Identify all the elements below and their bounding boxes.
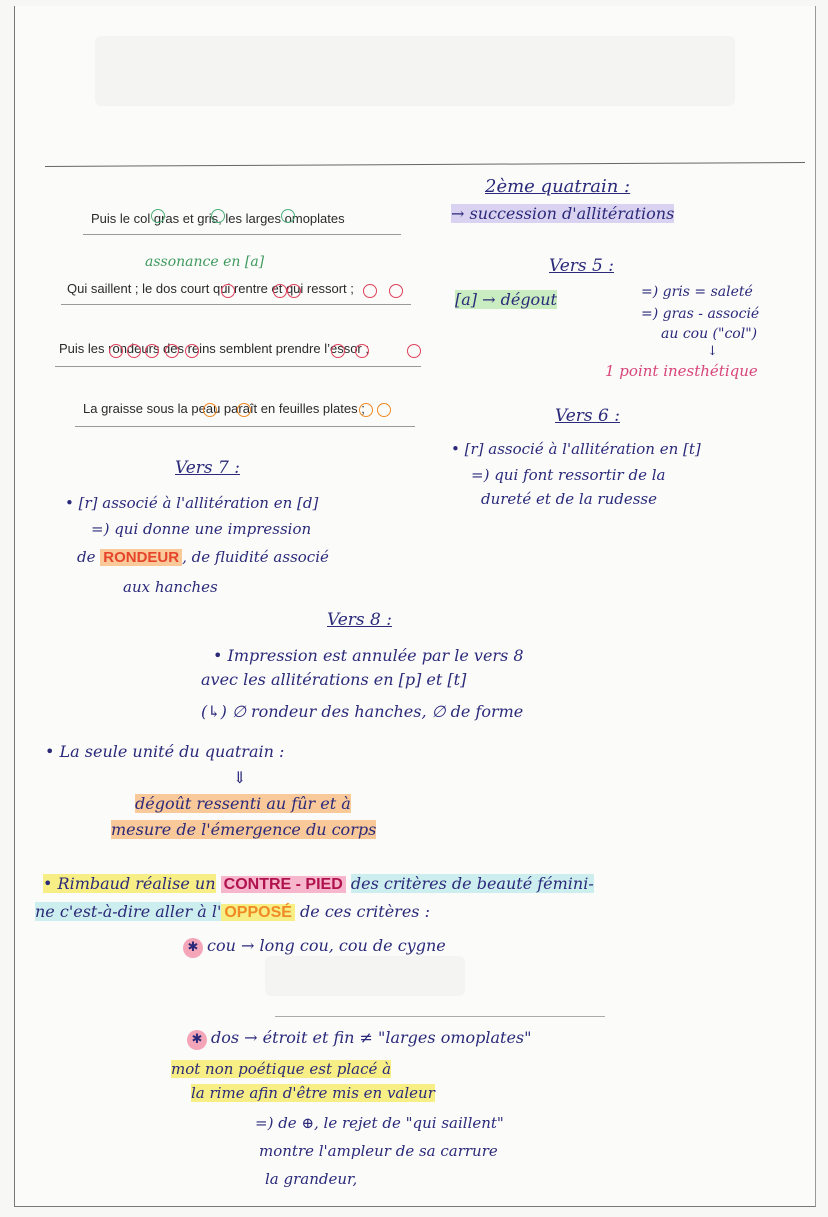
- circle-mark: [281, 209, 295, 223]
- rimbaud-plus-2: montre l'ampleur de sa carrure: [259, 1142, 498, 1160]
- poem-line-4: La graisse sous la peau paraît en feuilles plates ;: [83, 401, 365, 416]
- top-rule: [45, 162, 805, 167]
- circle-mark: [211, 209, 225, 223]
- unite-line-3: [111, 820, 376, 839]
- vers6-line-2: =) qui font ressortir de la: [471, 466, 666, 484]
- rimbaud-line-1-post: des critères de beauté fémini-: [350, 874, 594, 893]
- rimbaud-cou-text: cou → long cou, cou de cygne: [207, 936, 446, 955]
- circle-mark: [127, 344, 141, 358]
- rimbaud-mot-1-text: mot non poétique est placé à: [171, 1060, 392, 1078]
- vers8-line-3: (↳) ∅ rondeur des hanches, ∅ de forme: [201, 702, 524, 721]
- circle-mark: [151, 209, 165, 223]
- vers5-heading: Vers 5 :: [549, 256, 614, 276]
- circle-mark: [389, 284, 403, 298]
- vers7-line-2: =) qui donne une impression: [91, 520, 312, 538]
- vers7-line-4: aux hanches: [123, 578, 218, 596]
- poem-note-assonance: assonance en [a]: [145, 254, 265, 270]
- vers5-arrow: ↓: [707, 344, 718, 359]
- oppose-mark: OPPOSÉ: [221, 904, 295, 921]
- rimbaud-mot-1: [171, 1060, 391, 1078]
- circle-mark: [109, 344, 123, 358]
- circle-mark: [377, 403, 391, 417]
- circle-mark: [355, 344, 369, 358]
- circle-mark: [203, 403, 217, 417]
- rimbaud-line-1-pre: • Rimbaud réalise un: [43, 874, 216, 893]
- poem-underline-1: [83, 234, 401, 235]
- unite-line-2-text: dégoût ressenti au fûr et à: [135, 794, 351, 813]
- poem-underline-2: [61, 304, 411, 305]
- vers7-line-1: • [r] associé à l'allitération en [d]: [65, 494, 319, 512]
- circle-mark: [287, 284, 301, 298]
- vers6-line-3: dureté et de la rudesse: [481, 490, 657, 508]
- vers7-line-3-post: , de fluidité associé: [182, 548, 329, 566]
- poem-line-2: Qui saillent ; le dos court qui rentre et qui ressort ;: [67, 281, 354, 296]
- rimbaud-line-2: [35, 902, 430, 922]
- vers8-heading: Vers 8 :: [327, 610, 392, 630]
- bleed-through: [95, 36, 735, 106]
- vers7-line-3: [77, 548, 329, 566]
- vers5-result: [605, 362, 758, 380]
- bleed-through: [265, 956, 465, 996]
- rimbaud-dos: [187, 1028, 532, 1050]
- vers8-line-1: • Impression est annulée par le vers 8: [213, 646, 524, 665]
- right-subtitle: [451, 204, 674, 223]
- asterisk-icon: ✱: [183, 938, 203, 958]
- vers5-result-text: 1 point inesthétique: [605, 362, 758, 380]
- rimbaud-mot-2: [191, 1084, 435, 1102]
- unite-line-1-text: • La seule unité du quatrain :: [45, 742, 285, 761]
- vers7-heading: Vers 7 :: [175, 458, 240, 478]
- circle-mark: [331, 344, 345, 358]
- unite-line-1: [45, 742, 284, 761]
- rimbaud-cou: [183, 936, 446, 958]
- circle-mark: [165, 344, 179, 358]
- circle-mark: [359, 403, 373, 417]
- bottom-rule: [275, 1016, 605, 1017]
- rimbaud-mot-2-text: la rime afin d'être mis en valeur: [191, 1084, 435, 1102]
- notebook-page: [14, 6, 816, 1207]
- vers5-detail-1: =) gris = saleté: [641, 284, 753, 300]
- unite-line-2: [135, 794, 351, 813]
- contre-pied-mark: CONTRE - PIED: [221, 876, 346, 893]
- rondeur-mark: RONDEUR: [100, 549, 182, 566]
- vers5-detail-2: =) gras - associé: [641, 306, 760, 322]
- poem-line-1: Puis le col gras et gris, les larges omoplates: [91, 211, 345, 226]
- vers6-line-1: • [r] associé à l'allitération en [t]: [451, 440, 701, 458]
- vers5-bullet-text: [a] → dégout: [455, 290, 557, 309]
- asterisk-icon: ✱: [187, 1030, 207, 1050]
- circle-mark: [145, 344, 159, 358]
- unite-line-3-text: mesure de l'émergence du corps: [111, 820, 377, 839]
- vers8-line-2: avec les allitérations en [p] et [t]: [201, 670, 467, 689]
- rimbaud-plus-1: =) de ⊕, le rejet de "qui saillent": [255, 1114, 504, 1132]
- circle-mark: [407, 344, 421, 358]
- right-title: 2ème quatrain :: [485, 176, 631, 197]
- circle-mark: [363, 284, 377, 298]
- rimbaud-dos-text: dos → étroit et fin ≠ "larges omoplates": [211, 1028, 532, 1047]
- poem-underline-4: [75, 426, 415, 427]
- subtitle-text: → succession d'allitérations: [451, 204, 675, 223]
- vers7-line-3-pre: de: [77, 548, 96, 566]
- vers5-bullet: [455, 290, 557, 309]
- rimbaud-line-2-pre: ne c'est-à-dire aller à l': [35, 902, 222, 921]
- circle-mark: [185, 344, 199, 358]
- poem-underline-3: [55, 366, 421, 367]
- rimbaud-line-2-post: de ces critères :: [300, 902, 430, 921]
- circle-mark: [221, 284, 235, 298]
- vers6-heading: Vers 6 :: [555, 406, 620, 426]
- poem-line-3: Puis les rondeurs des reins semblent prendre l’essor ;: [59, 341, 369, 356]
- rimbaud-plus-3: la grandeur,: [265, 1170, 358, 1188]
- circle-mark: [273, 284, 287, 298]
- vers5-detail-3: au cou ("col"): [661, 326, 758, 342]
- circle-mark: [237, 403, 251, 417]
- rimbaud-line-1: [43, 874, 594, 894]
- unite-arrow: ⇓: [233, 768, 247, 787]
